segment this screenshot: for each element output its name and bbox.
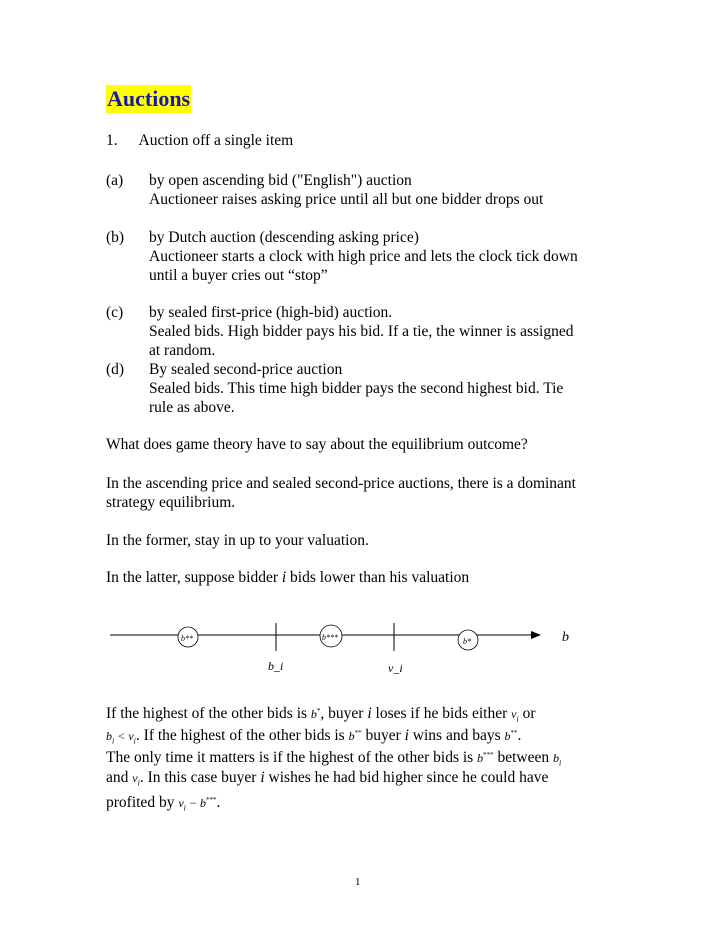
former-paragraph: In the former, stay in up to your valuation. bbox=[106, 532, 369, 549]
tick-label-v-i: v_i bbox=[388, 661, 403, 675]
latter-paragraph bbox=[106, 568, 469, 587]
latter-post: bids lower than his valuation bbox=[286, 569, 470, 586]
section-number: 1. bbox=[106, 132, 118, 149]
item-label-b: (b) bbox=[106, 229, 125, 246]
item-label-a: (a) bbox=[106, 172, 124, 189]
math-b-triple-star: b*** bbox=[477, 751, 494, 765]
item-label-c: (c) bbox=[106, 304, 124, 321]
c5b: . bbox=[216, 794, 221, 811]
page-title: Auctions bbox=[107, 86, 191, 111]
bid-number-line-diagram bbox=[100, 615, 600, 685]
item-d-line-3: rule as above. bbox=[149, 399, 235, 416]
page-number: 1 bbox=[355, 876, 361, 888]
item-a-line-2: Auctioneer raises asking price until all but one bidder drops out bbox=[149, 191, 544, 208]
c3a: The only time it matters is if the highest of the other bids is bbox=[106, 749, 478, 766]
c1e: or bbox=[518, 705, 536, 722]
c2e: . bbox=[517, 727, 522, 744]
dominant-paragraph-line-1: In the ascending price and sealed second-price auctions, there is a dominant bbox=[106, 475, 576, 492]
item-b-line-1: by Dutch auction (descending asking price) bbox=[149, 229, 419, 246]
c3b: between bbox=[493, 749, 553, 766]
math-v-i: $v_i$ bbox=[511, 707, 519, 724]
item-d-line-2: Sealed bids. This time high bidder pays the second highest bid. Tie bbox=[149, 380, 564, 397]
item-d-line-1: By sealed second-price auction bbox=[149, 361, 343, 378]
item-c-line-1: by sealed first-price (high-bid) auction. bbox=[149, 304, 393, 321]
math-b-double-star-2: b** bbox=[504, 729, 518, 743]
latter-i: i bbox=[281, 569, 287, 586]
section-text: Auction off a single item bbox=[138, 132, 294, 149]
math-bi-lt-vi: $b_i < v_i$ bbox=[106, 729, 136, 746]
circle-label-b-triple-star: b*** bbox=[322, 633, 338, 642]
math-v-i-2: $v_i$ bbox=[132, 771, 140, 788]
c4a: and bbox=[106, 769, 133, 786]
item-c-line-3: at random. bbox=[149, 342, 216, 359]
c2a: . If the highest of the other bids is bbox=[135, 727, 349, 744]
item-b-line-2: Auctioneer starts a clock with high price and lets the clock tick down bbox=[149, 248, 578, 265]
c1a: If the highest of the other bids is bbox=[106, 705, 311, 722]
c2b: buyer bbox=[361, 727, 405, 744]
c2d: wins and bays bbox=[408, 727, 505, 744]
dominant-paragraph-line-2: strategy equilibrium. bbox=[106, 494, 236, 511]
conclusion-line-5 bbox=[106, 791, 220, 817]
c5a: profited by bbox=[106, 794, 179, 811]
question-paragraph: What does game theory have to say about the equilibrium outcome? bbox=[106, 436, 528, 453]
section-1-heading bbox=[106, 131, 293, 150]
c1c: i bbox=[367, 705, 372, 722]
c1d: loses if he bids either bbox=[371, 705, 512, 722]
circle-label-b-double-star: b** bbox=[181, 634, 193, 643]
c2c: i bbox=[404, 727, 409, 744]
circle-label-b-star: b* bbox=[463, 637, 471, 646]
conclusion-line-4 bbox=[106, 768, 548, 792]
math-vi-minus-b-triple-star: $v_i - b^{***}$ bbox=[178, 796, 217, 813]
latter-pre: In the latter, suppose bidder bbox=[106, 569, 282, 586]
item-a-line-1: by open ascending bid ("English") auction bbox=[149, 172, 412, 189]
tick-label-b-i: b_i bbox=[268, 659, 284, 673]
item-label-d: (d) bbox=[106, 361, 125, 378]
c4b: . In this case buyer bbox=[139, 769, 261, 786]
math-b-i: $b_i$ bbox=[552, 751, 562, 768]
c1b: , buyer bbox=[320, 705, 368, 722]
c4d: wishes he had bid higher since he could have bbox=[264, 769, 549, 786]
c4c: i bbox=[260, 769, 265, 786]
math-b-star: b* bbox=[310, 707, 321, 721]
item-c-line-2: Sealed bids. High bidder pays his bid. If a tie, the winner is assigned bbox=[149, 323, 574, 340]
item-b-line-3: until a buyer cries out “stop” bbox=[149, 267, 328, 284]
axis-label: b bbox=[562, 630, 569, 645]
math-b-double-star: b** bbox=[348, 729, 362, 743]
